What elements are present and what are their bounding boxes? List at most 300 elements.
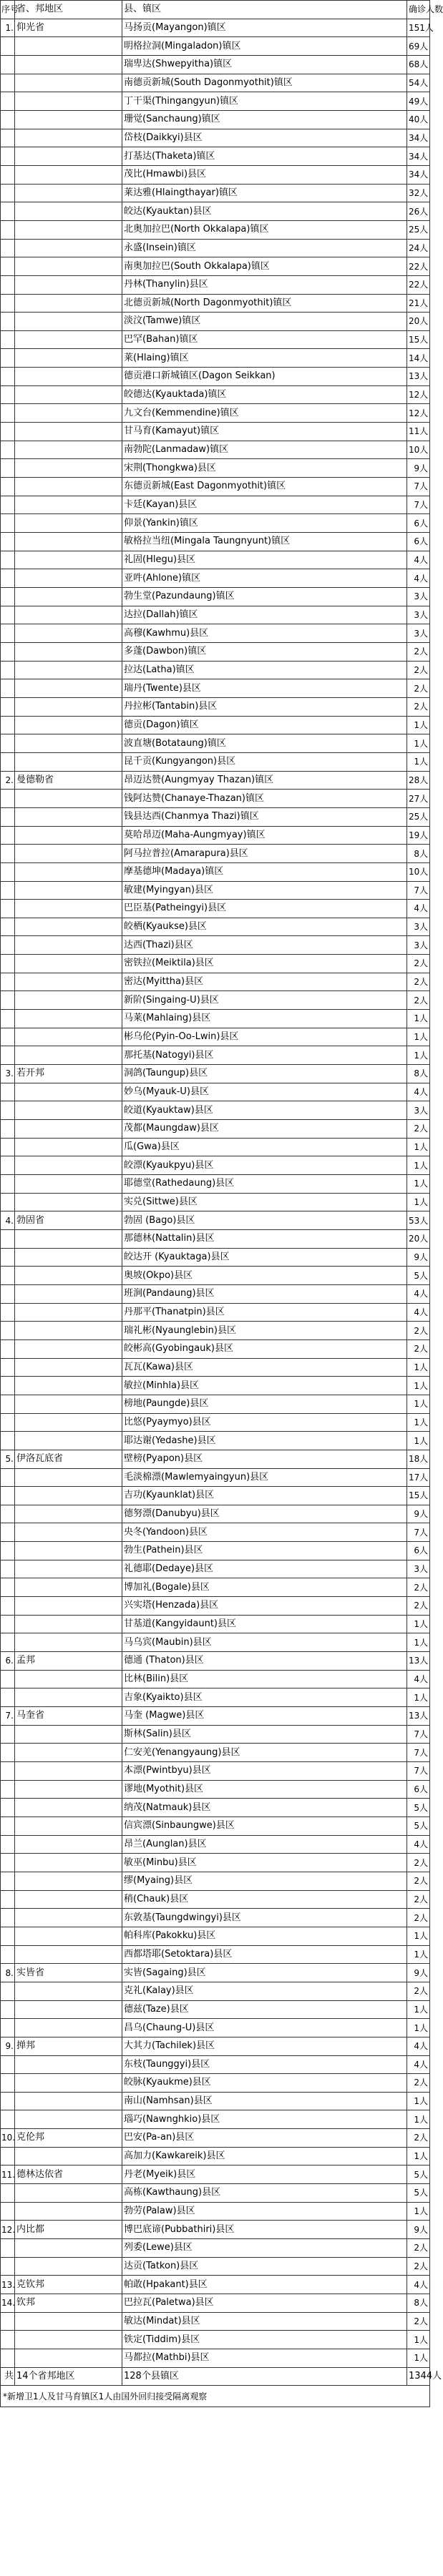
row-town: 昌乌(Chaung-U)县区 [122, 2019, 407, 2037]
table-row [1, 588, 430, 606]
row-count: 13人 [407, 1652, 430, 1671]
row-index [1, 110, 15, 129]
row-region [15, 423, 122, 441]
row-region [15, 110, 122, 129]
row-region: 若开邦 [15, 1065, 122, 1083]
row-town: 阿马拉普拉(Amarapura)县区 [122, 845, 407, 863]
row-region [15, 294, 122, 313]
row-region [15, 1083, 122, 1101]
row-region: 伊洛瓦底省 [15, 1450, 122, 1468]
table-row [1, 1725, 430, 1744]
row-count: 2人 [407, 697, 430, 716]
row-index [1, 478, 15, 496]
row-count: 2人 [407, 642, 430, 661]
table-row [1, 881, 430, 900]
row-region [15, 368, 122, 386]
row-region [15, 275, 122, 294]
row-index [1, 1083, 15, 1101]
row-town: 列委(Lewe)县区 [122, 2239, 407, 2258]
row-count: 22人 [407, 257, 430, 276]
row-index [1, 2147, 15, 2165]
table-row [1, 1303, 430, 1322]
row-town: 勃生堂(Pazundaung)镇区 [122, 588, 407, 606]
row-count: 4人 [407, 1284, 430, 1303]
row-index [1, 661, 15, 679]
row-town: 九文台(Kemmendine)镇区 [122, 404, 407, 423]
row-region: 仰光省 [15, 19, 122, 37]
row-town: 榜地(Paungde)县区 [122, 1395, 407, 1413]
table-row [1, 404, 430, 423]
row-index [1, 2092, 15, 2110]
row-index [1, 1322, 15, 1340]
row-count: 1人 [407, 1028, 430, 1046]
row-count: 22人 [407, 275, 430, 294]
row-index [1, 1377, 15, 1395]
row-region [15, 1615, 122, 1633]
row-town: 高穆(Kawhmu)县区 [122, 624, 407, 643]
table-row [1, 569, 430, 588]
row-count: 1人 [407, 1413, 430, 1432]
row-region [15, 1413, 122, 1432]
row-count: 2人 [407, 991, 430, 1010]
row-count: 2人 [407, 1339, 430, 1358]
row-index [1, 37, 15, 56]
row-region [15, 588, 122, 606]
row-index [1, 1432, 15, 1450]
table-row [1, 368, 430, 386]
row-town: 巴拉瓦(Paletwa)县区 [122, 2294, 407, 2313]
table-row [1, 955, 430, 973]
row-count: 8人 [407, 2294, 430, 2313]
row-town: 莱达雅(Hlaingthayar)镇区 [122, 184, 407, 202]
row-region [15, 184, 122, 202]
row-region [15, 533, 122, 551]
row-index [1, 881, 15, 900]
row-region [15, 1780, 122, 1799]
row-town: 打基达(Thaketa)镇区 [122, 147, 407, 166]
row-index [1, 551, 15, 569]
row-count: 54人 [407, 74, 430, 92]
row-town: 敏达(Mindat)县区 [122, 2312, 407, 2331]
row-region [15, 147, 122, 166]
row-count: 11人 [407, 423, 430, 441]
row-town: 昆千贡(Kungyangon)县区 [122, 752, 407, 771]
row-index [1, 1395, 15, 1413]
row-town: 南奥加拉巴(South Okkalapa)镇区 [122, 257, 407, 276]
table-row [1, 37, 430, 56]
row-region [15, 973, 122, 991]
row-index [1, 275, 15, 294]
row-region [15, 2312, 122, 2331]
row-region [15, 74, 122, 92]
row-index [1, 2331, 15, 2349]
row-town: 德兹(Taze)县区 [122, 2000, 407, 2019]
row-count: 5人 [407, 2184, 430, 2203]
row-count: 4人 [407, 1083, 430, 1101]
row-index [1, 1688, 15, 1707]
row-count: 34人 [407, 129, 430, 147]
row-index [1, 55, 15, 74]
table-row [1, 1267, 430, 1285]
row-index [1, 973, 15, 991]
row-index: 12. [1, 2221, 15, 2239]
table-row [1, 1487, 430, 1505]
row-index [1, 2349, 15, 2368]
row-count: 8人 [407, 845, 430, 863]
row-index: 6. [1, 1652, 15, 1671]
row-region [15, 716, 122, 734]
row-count: 2人 [407, 1890, 430, 1909]
row-index: 10. [1, 2129, 15, 2148]
row-index [1, 147, 15, 166]
row-town: 皎漂(Kyaukpyu)县区 [122, 1156, 407, 1175]
row-region [15, 2184, 122, 2203]
row-town: 毛淡棉漂(Mawlemyaingyun)县区 [122, 1468, 407, 1487]
row-town: 敏巫(Minbu)县区 [122, 1854, 407, 1872]
row-town: 丹老(Myeik)县区 [122, 2165, 407, 2184]
row-count: 5人 [407, 2165, 430, 2184]
row-town: 礼固(Hlegu)县区 [122, 551, 407, 569]
row-region [15, 606, 122, 624]
row-count: 13人 [407, 368, 430, 386]
case-table-body [1, 1, 443, 2368]
row-region [15, 1927, 122, 1945]
table-row [1, 1578, 430, 1597]
row-index: 3. [1, 1065, 15, 1083]
table-row [1, 2092, 430, 2110]
row-index [1, 1633, 15, 1652]
row-index [1, 1725, 15, 1744]
row-count: 1人 [407, 752, 430, 771]
row-region [15, 790, 122, 808]
row-town: 巴臣基(Patheingyi)县区 [122, 900, 407, 918]
row-index [1, 1780, 15, 1799]
row-region: 勃固省 [15, 1211, 122, 1230]
row-index [1, 368, 15, 386]
row-index [1, 918, 15, 936]
row-count: 3人 [407, 918, 430, 936]
row-index: 11. [1, 2165, 15, 2184]
row-region [15, 697, 122, 716]
row-region: 德林达依省 [15, 2165, 122, 2184]
row-region [15, 1229, 122, 1248]
row-town: 仰景(Yankin)镇区 [122, 514, 407, 533]
row-index [1, 1413, 15, 1432]
row-index [1, 1817, 15, 1835]
row-index [1, 1799, 15, 1817]
row-index [1, 2239, 15, 2258]
row-region [15, 955, 122, 973]
row-region [15, 1817, 122, 1835]
table-row [1, 1762, 430, 1781]
table-row [1, 551, 430, 569]
row-index [1, 257, 15, 276]
row-region: 曼德勒省 [15, 771, 122, 790]
row-town: 昂兰(Aunglan)县区 [122, 1835, 407, 1854]
row-index [1, 900, 15, 918]
row-town: 班涧(Pandaung)县区 [122, 1284, 407, 1303]
row-index [1, 165, 15, 184]
row-region [15, 1799, 122, 1817]
row-town: 帕敢(Hpakant)县区 [122, 2276, 407, 2294]
row-count: 53人 [407, 1211, 430, 1230]
table-row [1, 514, 430, 533]
row-count: 1人 [407, 1927, 430, 1945]
row-region [15, 496, 122, 514]
row-count: 3人 [407, 936, 430, 955]
row-region [15, 1542, 122, 1560]
table-row [1, 2331, 430, 2349]
table-row [1, 661, 430, 679]
row-count: 7人 [407, 478, 430, 496]
row-region [15, 1890, 122, 1909]
row-count: 151人 [407, 19, 430, 37]
row-count: 2人 [407, 1909, 430, 1927]
row-index [1, 1762, 15, 1781]
row-count: 2人 [407, 973, 430, 991]
row-count: 49人 [407, 92, 430, 111]
row-count: 3人 [407, 588, 430, 606]
row-count: 2人 [407, 1982, 430, 2000]
table-row [1, 1377, 430, 1395]
row-town: 本漂(Pwintbyu)县区 [122, 1762, 407, 1781]
row-town: 实皆(Sagaing)县区 [122, 1964, 407, 1982]
row-town: 勃劳(Palaw)县区 [122, 2202, 407, 2221]
row-town: 铁定(Tiddim)县区 [122, 2331, 407, 2349]
row-region [15, 661, 122, 679]
row-region [15, 2092, 122, 2110]
table-row [1, 862, 430, 881]
row-region [15, 385, 122, 404]
row-index [1, 569, 15, 588]
table-row [1, 2129, 430, 2148]
row-count: 1人 [407, 1193, 430, 1211]
table-row [1, 1854, 430, 1872]
row-count: 4人 [407, 900, 430, 918]
table-row [1, 2312, 430, 2331]
row-town: 北德贡新城(North Dagonmyothit)镇区 [122, 294, 407, 313]
row-town: 珊觉(Sanchaung)镇区 [122, 110, 407, 129]
row-region [15, 862, 122, 881]
row-town: 莫哈昂迈(Maha-Aungmyay)镇区 [122, 826, 407, 845]
row-count: 3人 [407, 624, 430, 643]
row-region [15, 165, 122, 184]
row-town: 新阶(Singaing-U)县区 [122, 991, 407, 1010]
row-region [15, 129, 122, 147]
row-count: 1人 [407, 1615, 430, 1633]
row-count: 2人 [407, 2257, 430, 2276]
row-count: 8人 [407, 1065, 430, 1083]
row-region [15, 826, 122, 845]
table-row [1, 1028, 430, 1046]
row-index [1, 2184, 15, 2203]
total-count: 1344人 [407, 2367, 430, 2386]
row-town: 多蓬(Dawbon)镇区 [122, 642, 407, 661]
row-region [15, 1395, 122, 1413]
row-town: 那德林(Nattalin)县区 [122, 1229, 407, 1248]
table-row [1, 19, 430, 37]
row-town: 妙乌(Myauk-U)县区 [122, 1083, 407, 1101]
table-row [1, 1505, 430, 1523]
row-index [1, 514, 15, 533]
table-row [1, 349, 430, 368]
table-row [1, 74, 430, 92]
row-region [15, 642, 122, 661]
table-row [1, 807, 430, 826]
row-count: 6人 [407, 1780, 430, 1799]
row-town: 彬乌伦(Pyin-Oo-Lwin)县区 [122, 1028, 407, 1046]
row-town: 比林(Bilin)县区 [122, 1670, 407, 1688]
row-region [15, 2202, 122, 2221]
row-town: 西都塔耶(Setoktara)县区 [122, 1945, 407, 1964]
row-count: 9人 [407, 2221, 430, 2239]
table-row [1, 1909, 430, 1927]
table-row [1, 918, 430, 936]
row-index [1, 1945, 15, 1964]
row-region [15, 1597, 122, 1616]
row-region [15, 1322, 122, 1340]
row-index [1, 752, 15, 771]
row-index [1, 991, 15, 1010]
row-count: 9人 [407, 1248, 430, 1267]
row-count: 17人 [407, 1468, 430, 1487]
row-region [15, 991, 122, 1010]
table-row [1, 2147, 430, 2165]
row-count: 9人 [407, 1964, 430, 1982]
table-row [1, 1615, 430, 1633]
row-region [15, 1010, 122, 1028]
row-count: 34人 [407, 147, 430, 166]
table-row [1, 2257, 430, 2276]
table-row [1, 2221, 430, 2239]
row-index [1, 1523, 15, 1542]
row-region [15, 220, 122, 239]
table-row [1, 1468, 430, 1487]
table-row [1, 202, 430, 221]
table-row [1, 2055, 430, 2074]
table-row [1, 55, 430, 74]
table-row [1, 1010, 430, 1028]
row-index [1, 1505, 15, 1523]
row-index [1, 1909, 15, 1927]
row-region [15, 1156, 122, 1175]
row-index [1, 294, 15, 313]
row-region: 马奎省 [15, 1707, 122, 1726]
row-index [1, 955, 15, 973]
row-town: 耶达谢(Yedashe)县区 [122, 1432, 407, 1450]
row-region: 内比都 [15, 2221, 122, 2239]
row-count: 1人 [407, 1010, 430, 1028]
table-row [1, 1284, 430, 1303]
row-index [1, 1010, 15, 1028]
row-region [15, 1267, 122, 1285]
row-region [15, 514, 122, 533]
row-count: 2人 [407, 2312, 430, 2331]
row-index [1, 1175, 15, 1194]
row-count: 15人 [407, 330, 430, 349]
row-index [1, 1542, 15, 1560]
row-town: 德贡(Dagon)镇区 [122, 716, 407, 734]
row-count: 14人 [407, 349, 430, 368]
row-town: 丹那平(Thanatpin)县区 [122, 1303, 407, 1322]
row-count: 5人 [407, 1799, 430, 1817]
row-count: 1人 [407, 1633, 430, 1652]
row-town: 皎脉(Kyaukme)县区 [122, 2074, 407, 2093]
table-row [1, 129, 430, 147]
row-count: 2人 [407, 2074, 430, 2093]
row-region [15, 936, 122, 955]
table-row [1, 257, 430, 276]
row-region [15, 239, 122, 257]
row-index [1, 588, 15, 606]
row-index [1, 313, 15, 331]
table-row [1, 1652, 430, 1671]
row-region [15, 1487, 122, 1505]
row-town: 淡汶(Tamwe)镇区 [122, 313, 407, 331]
row-index [1, 2019, 15, 2037]
row-count: 4人 [407, 1670, 430, 1688]
row-index [1, 1046, 15, 1065]
row-town: 达拉(Dallah)镇区 [122, 606, 407, 624]
row-region [15, 1744, 122, 1762]
table-row [1, 2202, 430, 2221]
table-row [1, 2239, 430, 2258]
footnote: *新增卫1人及甘马育镇区1人由国外回归接受隔离观察 [1, 2386, 430, 2407]
row-town: 丁干渠(Thingangyun)镇区 [122, 92, 407, 111]
row-town: 瑙巧(Nawnghkio)县区 [122, 2110, 407, 2129]
row-town: 宋荆(Thongkwa)县区 [122, 459, 407, 478]
table-row [1, 1083, 430, 1101]
table-row [1, 1138, 430, 1156]
row-town: 皎达开 (Kyauktaga)县区 [122, 1248, 407, 1267]
row-index [1, 2312, 15, 2331]
table-row [1, 330, 430, 349]
table-row [1, 1193, 430, 1211]
row-count: 25人 [407, 220, 430, 239]
row-town: 信宾漂(Sinbaungwe)县区 [122, 1817, 407, 1835]
row-region [15, 2257, 122, 2276]
row-town: 马乌宾(Maubin)县区 [122, 1633, 407, 1652]
row-town: 皎彬高(Gyobingauk)县区 [122, 1339, 407, 1358]
row-town: 南山(Namhsan)县区 [122, 2092, 407, 2110]
row-region [15, 1101, 122, 1120]
row-town: 德通 (Thaton)县区 [122, 1652, 407, 1671]
row-region [15, 845, 122, 863]
table-row [1, 826, 430, 845]
row-index [1, 862, 15, 881]
row-town: 卡廷(Kayan)县区 [122, 496, 407, 514]
row-index [1, 1138, 15, 1156]
table-row [1, 1248, 430, 1267]
row-town: 东敦基(Taungdwingyi)县区 [122, 1909, 407, 1927]
table-row [1, 1688, 430, 1707]
row-town: 东枝(Taunggyi)县区 [122, 2055, 407, 2074]
row-count: 7人 [407, 1725, 430, 1744]
table-row [1, 1817, 430, 1835]
table-row [1, 92, 430, 111]
header-town: 县、镇区 [122, 1, 407, 19]
table-row [1, 147, 430, 166]
row-town: 马莱(Mahlaing)县区 [122, 1010, 407, 1028]
row-count: 5人 [407, 1267, 430, 1285]
table-row [1, 752, 430, 771]
row-town: 钱县达西(Chanmya Thazi)镇区 [122, 807, 407, 826]
row-index [1, 441, 15, 459]
table-row [1, 496, 430, 514]
table-row [1, 606, 430, 624]
row-index [1, 606, 15, 624]
table-row [1, 2019, 430, 2037]
